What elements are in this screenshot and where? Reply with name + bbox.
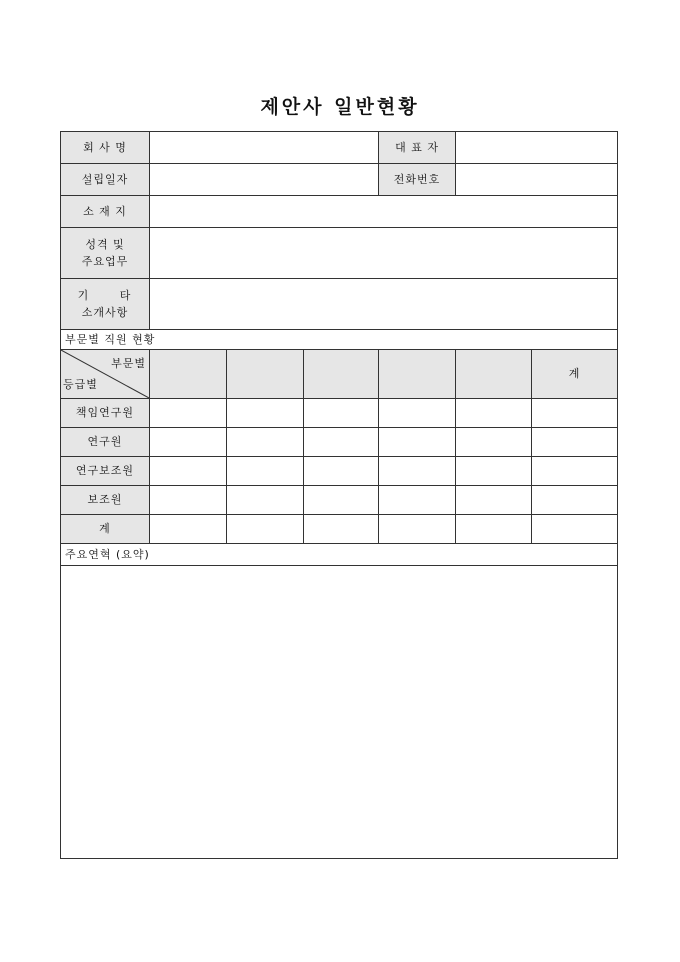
staff-cell[interactable] xyxy=(150,457,227,486)
staff-cell[interactable] xyxy=(304,399,379,428)
table-row xyxy=(61,428,618,457)
company-name-field[interactable] xyxy=(150,132,379,164)
staff-cell[interactable] xyxy=(456,486,532,515)
company-overview-form xyxy=(60,131,618,859)
staff-cell[interactable] xyxy=(227,399,304,428)
staff-cell[interactable] xyxy=(304,515,379,544)
total-column-header: 계 xyxy=(532,350,618,399)
ceo-field[interactable] xyxy=(456,132,618,164)
table-row xyxy=(61,486,618,515)
address-field[interactable] xyxy=(150,196,618,228)
table-row xyxy=(61,457,618,486)
staff-cell[interactable] xyxy=(150,428,227,457)
dept-axis-label: 부문별 xyxy=(111,357,146,370)
other-info-label-line1: 기 타 xyxy=(77,288,145,302)
page-title: 제안사 일반현황 xyxy=(260,96,420,118)
table-row xyxy=(61,399,618,428)
staff-cell[interactable] xyxy=(379,457,456,486)
staff-cell[interactable] xyxy=(379,399,456,428)
staff-cell[interactable] xyxy=(227,486,304,515)
staff-cell[interactable] xyxy=(227,428,304,457)
established-date-label: 설립일자 xyxy=(61,164,150,196)
staff-cell[interactable] xyxy=(150,399,227,428)
history-section-row xyxy=(61,544,618,566)
other-info-field[interactable] xyxy=(150,279,618,330)
company-name-row xyxy=(61,132,618,164)
grade-axis-label: 등급별 xyxy=(63,377,98,391)
business-nature-row xyxy=(61,228,618,279)
staff-cell[interactable] xyxy=(379,515,456,544)
staff-total-cell[interactable] xyxy=(532,486,618,515)
dept-column-1[interactable] xyxy=(150,350,227,399)
history-content-field[interactable] xyxy=(61,566,618,859)
staff-cell[interactable] xyxy=(304,457,379,486)
other-info-label xyxy=(61,279,150,330)
dept-column-2[interactable] xyxy=(227,350,304,399)
staff-cell[interactable] xyxy=(227,457,304,486)
history-content-row xyxy=(61,566,618,859)
phone-label: 전화번호 xyxy=(379,164,456,196)
company-name-label: 회 사 명 xyxy=(61,132,150,164)
staff-cell[interactable] xyxy=(150,515,227,544)
dept-column-3[interactable] xyxy=(304,350,379,399)
staff-cell[interactable] xyxy=(304,428,379,457)
grade-label-assistant: 보조원 xyxy=(61,486,150,515)
staff-section-title: 부문별 직원 현황 xyxy=(61,330,618,350)
table-row xyxy=(61,515,618,544)
staff-cell[interactable] xyxy=(379,486,456,515)
staff-total-cell[interactable] xyxy=(532,428,618,457)
staff-diagonal-header xyxy=(61,350,150,399)
established-date-field[interactable] xyxy=(150,164,379,196)
staff-section-row xyxy=(61,330,618,350)
grade-label-researcher: 연구원 xyxy=(61,428,150,457)
ceo-label: 대 표 자 xyxy=(379,132,456,164)
other-info-label-line2: 소개사항 xyxy=(81,306,129,319)
business-nature-label xyxy=(61,228,150,279)
established-row xyxy=(61,164,618,196)
dept-column-4[interactable] xyxy=(379,350,456,399)
dept-column-5[interactable] xyxy=(456,350,532,399)
staff-cell[interactable] xyxy=(456,457,532,486)
staff-total-cell[interactable] xyxy=(532,515,618,544)
other-info-row xyxy=(61,279,618,330)
staff-cell[interactable] xyxy=(150,486,227,515)
staff-cell[interactable] xyxy=(304,486,379,515)
business-nature-label-line1: 성격 및 xyxy=(85,237,125,251)
grade-label-total: 계 xyxy=(61,515,150,544)
staff-cell[interactable] xyxy=(456,428,532,457)
staff-total-cell[interactable] xyxy=(532,457,618,486)
staff-cell[interactable] xyxy=(227,515,304,544)
business-nature-field[interactable] xyxy=(150,228,618,279)
history-section-title: 주요연혁 (요약) xyxy=(61,544,618,566)
staff-cell[interactable] xyxy=(456,399,532,428)
staff-cell[interactable] xyxy=(379,428,456,457)
phone-field[interactable] xyxy=(456,164,618,196)
business-nature-label-line2: 주요업무 xyxy=(81,255,129,268)
staff-total-cell[interactable] xyxy=(532,399,618,428)
staff-header-row xyxy=(61,350,618,399)
address-label: 소 재 지 xyxy=(61,196,150,228)
staff-cell[interactable] xyxy=(456,515,532,544)
grade-label-research-assistant: 연구보조원 xyxy=(61,457,150,486)
grade-label-senior-researcher: 책임연구원 xyxy=(61,399,150,428)
address-row xyxy=(61,196,618,228)
